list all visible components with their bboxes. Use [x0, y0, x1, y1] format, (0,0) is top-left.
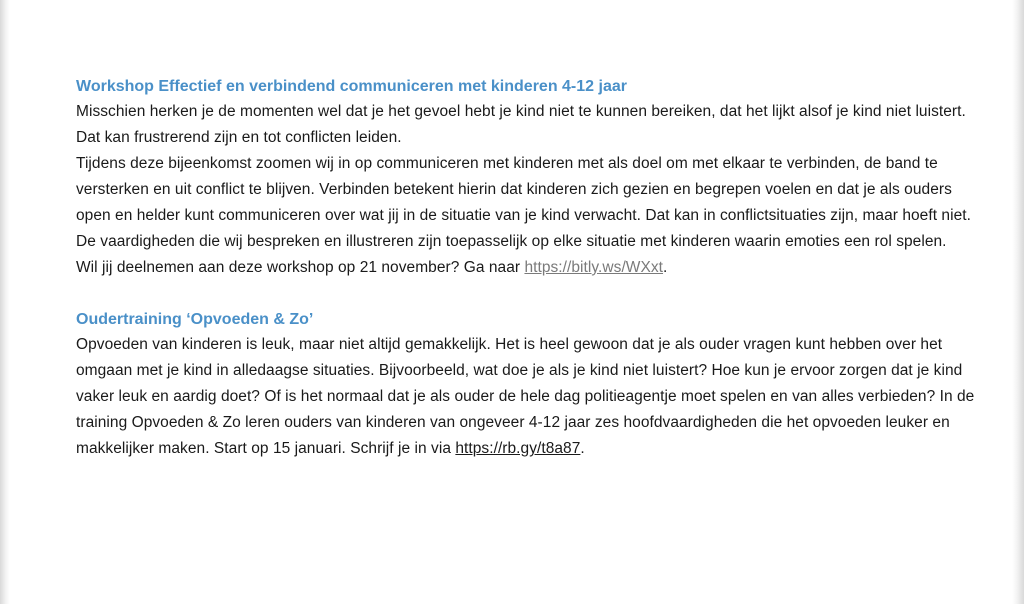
training-heading: Oudertraining ‘Opvoeden & Zo’: [76, 311, 314, 328]
workshop-cta-paragraph: [76, 255, 976, 281]
training-text: Opvoeden van kinderen is leuk, maar niet altijd gemakkelijk. Het is heel gewoon dat je als ouder vragen kunt hebben over het omgaan met je kind in alledaagse situaties. Bijvoorbeeld, wat doe je als je kind niet luistert? Hoe kun je ervoor zorgen dat je kind vaker leuk en aardig doet? Of is het normaal dat je als ouder de hele dag politieagentje moet spelen en van alles verbieden? In de training Opvoeden & Zo leren ouders van kinderen van ongeveer 4-12 jaar zes hoofdvaardigheden die het opvoeden leuker en makkelijker maken. Start op 15 januari. Schrijf je in via: [76, 336, 975, 457]
page-edge-left: [0, 0, 10, 604]
training-period: .: [580, 440, 585, 457]
training-paragraph: [76, 332, 976, 462]
page-edge-right: [1012, 0, 1024, 604]
workshop-cta-text: Wil jij deelnemen aan deze workshop op 21 november? Ga naar: [76, 259, 525, 276]
workshop-body-paragraph: Tijdens deze bijeenkomst zoomen wij in op communiceren met kinderen met als doel om met elkaar te verbinden, de band te versterken en uit conflict te blijven. Verbinden betekent hierin dat kinderen zich gezien en begrepen voelen en dat je als ouders open en helder kunt communiceren over wat jij in de situatie van je kind verwacht. Dat kan in conflictsituaties zijn, maar hoeft niet. De vaardigheden die wij bespreken en illustreren zijn toepasselijk op elke situatie met kinderen waarin emoties een rol spelen.: [76, 155, 971, 250]
workshop-intro-paragraph: Misschien herken je de momenten wel dat je het gevoel hebt je kind niet te kunnen bereiken, dat het lijkt alsof je kind niet luistert. Dat kan frustrerend zijn en tot conflicten leiden.: [76, 103, 966, 146]
workshop-cta-period: .: [663, 259, 668, 276]
training-signup-link[interactable]: https://rb.gy/t8a87: [455, 440, 581, 457]
workshop-section: [76, 74, 976, 281]
workshop-heading: Workshop Effectief en verbindend communiceren met kinderen 4-12 jaar: [76, 78, 627, 95]
training-section: [76, 307, 976, 462]
document-page: [76, 74, 976, 462]
workshop-signup-link[interactable]: https://bitly.ws/WXxt: [524, 259, 664, 276]
